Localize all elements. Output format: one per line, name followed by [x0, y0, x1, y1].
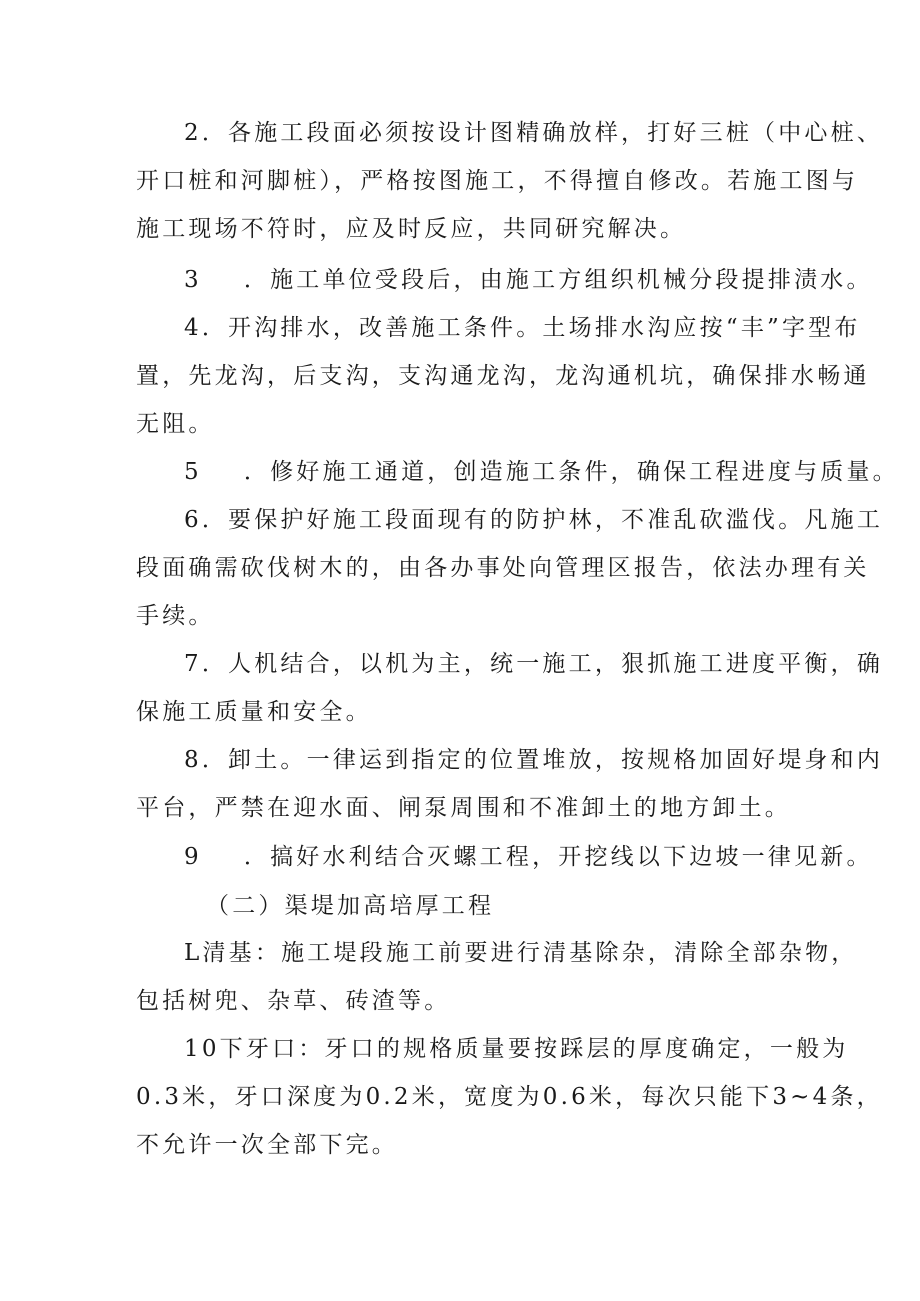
text-line: 开口桩和河脚桩），严格按图施工，不得擅自修改。若施工图与	[136, 168, 859, 194]
text-line: 保施工质量和安全。	[136, 699, 372, 725]
text-line: 不允许一次全部下完。	[136, 1132, 398, 1158]
text-line-item-8: 8．卸土。一律运到指定的位置堆放，按规格加固好堤身和内	[184, 747, 884, 773]
text-line-item-4: 4．开沟排水，改善施工条件。土场排水沟应按“丰”字型布	[184, 315, 861, 341]
text-line: 施工现场不符时，应及时反应，共同研究解决。	[136, 216, 687, 242]
text-line-item-2: 2．各施工段面必须按设计图精确放样，打好三桩（中心桩、	[184, 120, 884, 146]
text-line-item-5: 5 ．修好施工通道，创造施工条件，确保工程进度与质量。	[184, 459, 899, 485]
section-heading: （二）渠堤加高培厚工程	[206, 893, 495, 919]
text-line: 包括树兜、杂草、砖渣等。	[136, 988, 451, 1014]
text-line: 置，先龙沟，后支沟，支沟通龙沟，龙沟通机坑，确保排水畅通	[136, 363, 870, 389]
text-line: 0.3米，牙口深度为0.2米，宽度为0.6米，每次只能下3~4条，	[136, 1084, 883, 1110]
text-line-item-7: 7．人机结合，以机为主，统一施工，狠抓施工进度平衡，确	[184, 651, 884, 677]
text-line-item-3: 3 ．施工单位受段后，由施工方组织机械分段提排渍水。	[184, 267, 873, 293]
text-line-item-1: L清基：施工堤段施工前要进行清基除杂，清除全部杂物，	[184, 940, 858, 966]
text-line: 段面确需砍伐树木的，由各办事处向管理区报告，依法办理有关	[136, 555, 870, 581]
text-line: 无阻。	[136, 411, 215, 437]
text-line-item-9: 9 ．搞好水利结合灭螺工程，开挖线以下边坡一律见新。	[184, 844, 873, 870]
text-line: 手续。	[136, 603, 215, 629]
text-line: 平台，严禁在迎水面、闸泵周围和不准卸土的地方卸土。	[136, 795, 791, 821]
text-line-item-10: 10下牙口：牙口的规格质量要按踩层的厚度确定，一般为	[184, 1036, 849, 1062]
text-line-item-6: 6．要保护好施工段面现有的防护林，不准乱砍滥伐。凡施工	[184, 507, 884, 533]
